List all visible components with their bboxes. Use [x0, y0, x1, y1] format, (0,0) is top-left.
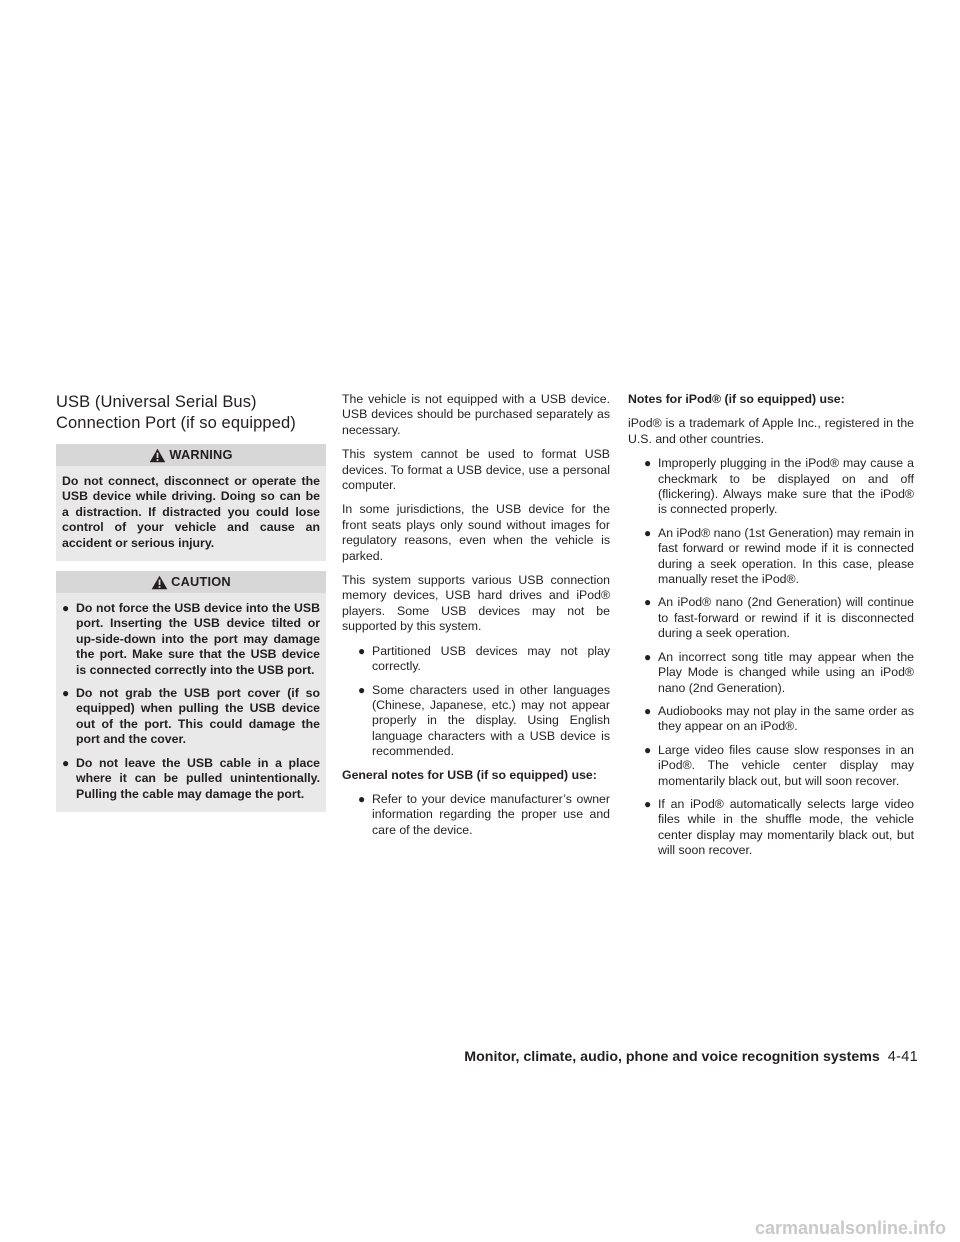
warning-text: Do not connect, disconnect or operate the USB device while driving. Doing so can be a distraction. If distracted you could lose control of your vehicle and cause an accident or serious injury. — [62, 474, 320, 550]
paragraph: The vehicle is not equipped with a USB device. USB devices should be purchased separately as necessary. — [342, 392, 610, 437]
paragraph: This system cannot be used to format USB devices. To format a USB device, use a personal computer. — [342, 447, 610, 493]
bullet-icon: ● — [644, 456, 652, 471]
general-notes-list — [342, 792, 610, 838]
list-item — [62, 601, 320, 678]
list-item-text: Some characters used in other languages (Chinese, Japanese, etc.) may not appear properly in the display. Using English language characters with a USB device is recommended. — [372, 682, 610, 759]
list-item — [358, 644, 610, 675]
ipod-notes-heading: Notes for iPod® (if so equipped) use: — [628, 392, 845, 406]
section-title-line-1: USB (Universal Serial Bus) — [56, 393, 257, 411]
list-item — [644, 595, 914, 641]
warning-triangle-icon — [149, 448, 166, 463]
bullet-icon: ● — [358, 682, 366, 697]
general-notes-heading: General notes for USB (if so equipped) use: — [342, 767, 597, 782]
left-column — [56, 392, 326, 812]
caution-body — [56, 593, 326, 812]
bullet-icon: ● — [644, 796, 652, 811]
page-number: 4-41 — [887, 1049, 918, 1065]
right-column — [628, 392, 914, 867]
list-item — [644, 650, 914, 696]
chapter-title: Monitor, climate, audio, phone and voice recognition systems — [464, 1049, 880, 1065]
bullet-icon: ● — [644, 742, 652, 757]
list-item — [644, 743, 914, 789]
bullet-icon: ● — [644, 703, 652, 718]
list-item-text: Improperly plugging in the iPod® may cause a checkmark to be displayed on and off (flickering). Always make sure that the iPod® is connected properly. — [658, 456, 914, 517]
bullet-icon: ● — [644, 649, 652, 664]
list-item-text: An iPod® nano (1st Generation) may remain in fast forward or rewind mode if it is connected during a seek operation. In this case, please manually reset the iPod®. — [658, 525, 914, 587]
list-item-text: An incorrect song title may appear when the Play Mode is changed while using an iPod® nano (2nd Generation). — [658, 649, 914, 695]
list-item-text: Large video files cause slow responses in an iPod®. The vehicle center display may momentarily black out, but will soon recover. — [658, 742, 914, 788]
list-item-text: Partitioned USB devices may not play correctly. — [372, 643, 610, 674]
list-item-text: An iPod® nano (2nd Generation) will continue to fast-forward or rewind if it is disconnected during a seek operation. — [658, 595, 914, 641]
list-item — [644, 704, 914, 735]
bullet-icon: ● — [358, 791, 366, 806]
list-item — [62, 686, 320, 748]
page-footer — [464, 1049, 918, 1065]
caution-label: CAUTION — [171, 574, 231, 590]
list-item — [644, 797, 914, 859]
list-item — [358, 683, 610, 760]
paragraph: In some jurisdictions, the USB device for the front seats plays only sound without images for regulatory reasons, even when the vehicle is parked. — [342, 502, 610, 563]
paragraph: This system supports various USB connection memory devices, USB hard drives and iPod® players. Some USB devices may not be supported by this system. — [342, 573, 610, 634]
list-item-text: If an iPod® automatically selects large video files while in the shuffle mode, the vehicle center display may momentarily black out, but will soon recover. — [658, 796, 914, 858]
warning-label: WARNING — [169, 447, 233, 463]
caution-item-text: Do not force the USB device into the USB port. Inserting the USB device tilted or up-side-down into the port may damage the port. Make sure that the USB device is connected correctly into the USB port. — [76, 601, 320, 677]
section-title — [56, 392, 326, 434]
list-item — [644, 456, 914, 518]
warning-header — [56, 444, 326, 466]
bullet-icon: ● — [62, 601, 70, 616]
list-item-text: Audiobooks may not play in the same order as they appear on an iPod®. — [658, 703, 914, 734]
list-item-text: Refer to your device manufacturer’s owner information regarding the proper use and care of the device. — [372, 791, 610, 837]
bullet-icon: ● — [644, 595, 652, 610]
warning-body — [56, 466, 326, 561]
list-item — [62, 756, 320, 802]
list-item — [358, 792, 610, 838]
watermark: carmanualsonline.info — [754, 1218, 946, 1238]
bullet-icon: ● — [62, 686, 70, 701]
section-title-line-2: Connection Port (if so equipped) — [56, 414, 296, 432]
caution-box — [56, 571, 326, 812]
caution-item-text: Do not leave the USB cable in a place where it can be pulled unintentionally. Pulling the cable may damage the port. — [76, 755, 320, 801]
usb-notes-list — [342, 644, 610, 760]
caution-item-text: Do not grab the USB port cover (if so equipped) when pulling the USB device out of the port. This could damage the port and the cover. — [76, 686, 320, 747]
paragraph: iPod® is a trademark of Apple Inc., registered in the U.S. and other countries. — [628, 416, 914, 446]
warning-triangle-icon — [151, 575, 168, 590]
bullet-icon: ● — [62, 755, 70, 770]
ipod-notes-list — [628, 456, 914, 858]
bullet-icon: ● — [644, 525, 652, 540]
middle-column — [342, 392, 610, 846]
warning-box — [56, 444, 326, 561]
list-item — [644, 526, 914, 588]
bullet-icon: ● — [358, 643, 366, 658]
caution-header — [56, 571, 326, 593]
